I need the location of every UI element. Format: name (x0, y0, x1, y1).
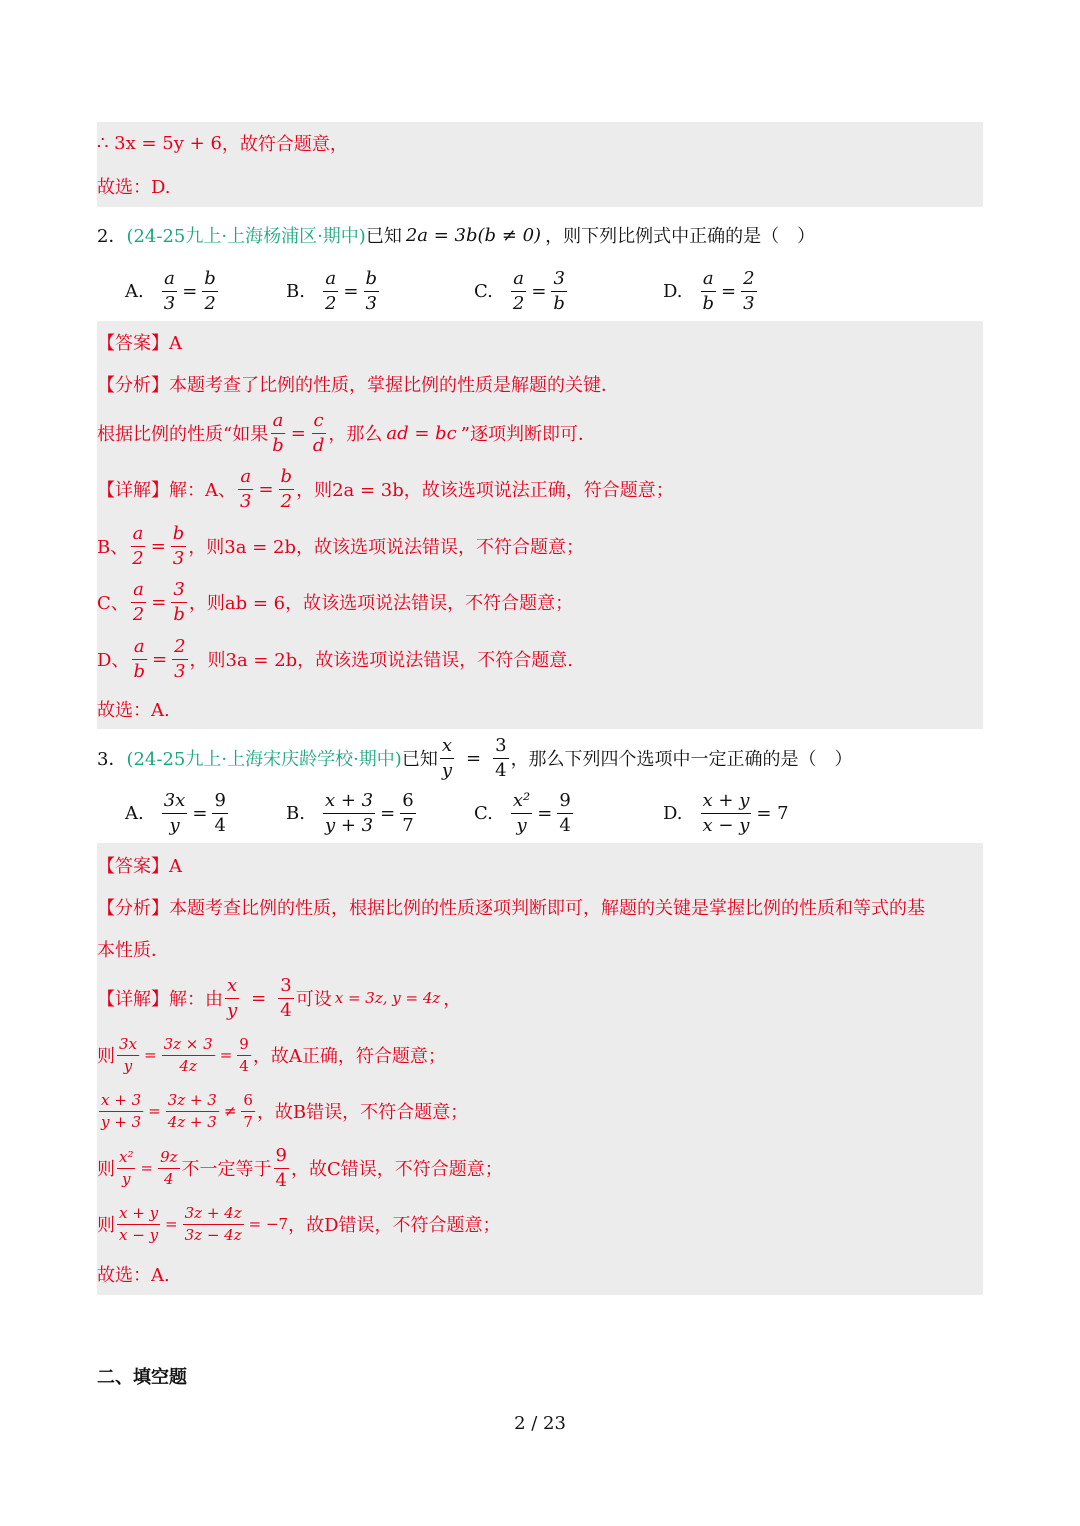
q3-answer-text: 【答案】A (97, 856, 182, 877)
q3-la-bn: 3z × 3 (162, 1037, 215, 1056)
q3-la-cd: 4 (239, 1056, 249, 1075)
q3-option-a[interactable]: A. $\frac{3x}{y}$ = $\frac{9}{4}$ (125, 790, 226, 836)
q2-detail-head: 【详解】解：A、 (97, 480, 236, 501)
q3-a-n1: 3x (162, 792, 188, 814)
q3-lb-cn: 6 (241, 1093, 255, 1112)
q2-dd-n2: 2 (172, 638, 187, 660)
q2-da-d2: 2 (280, 490, 293, 512)
top-choose-text: 故选：D. (97, 177, 171, 198)
q2-detail-d: D、 $\frac{a}{b}$ = $\frac{2}{3}$ ，则3a = 2b ，故该选项说法错误，不符合题意. (97, 635, 573, 682)
q3-option-a-label: A. (125, 803, 144, 824)
q3-lc-comment: ，故C错误，不符合题意； (290, 1159, 503, 1180)
q2-analysis-text: 【分析】本题考查了比例的性质，掌握比例的性质是解题的关键． (97, 375, 619, 396)
q3-ld-tail: = −7 (248, 1215, 289, 1233)
q2-option-a-label: A. (125, 281, 144, 302)
q3-lc-mid: 不一定等于 (181, 1159, 272, 1180)
q2-dc-n2: 3 (171, 581, 186, 603)
q2-da-comment: ，故该选项说法正确，符合题意； (403, 480, 674, 501)
q3-stem-n1: x (440, 737, 454, 759)
q3-analysis-2-text: 本性质． (97, 940, 169, 961)
q2-option-b[interactable]: B. $\frac{a}{2}$ = $\frac{b}{3}$ (286, 268, 378, 314)
q2-stem-pre: 已知 (365, 226, 402, 247)
q3-stem-d1: y (441, 759, 453, 781)
q3-line-c: 则 $\frac{\text{x²}}{y}$ = $\frac{9z}{4}$ 不一定等于 $\frac{9}{4}$ ，故C错误，不符合题意； (97, 1144, 503, 1191)
q2-rule-eq: ad = bc (386, 422, 457, 444)
q2-db-prefix: B、 (97, 537, 129, 558)
q2-d-d2: 3 (743, 293, 755, 314)
q3-lb-comment: ，故B错误，不符合题意； (256, 1102, 469, 1123)
q2-da-result: ，则2a = 3b (296, 480, 404, 501)
q3-lc-pre: 则 (97, 1159, 115, 1180)
q3-la-comment: ，故A正确，符合题意； (252, 1046, 446, 1067)
q2-dd-d1: b (133, 660, 145, 682)
q2-rule-n1: a (271, 412, 286, 434)
q2-a-d2: 2 (204, 293, 216, 314)
q3-analysis-1 (97, 895, 925, 919)
q3-option-b[interactable]: B. $\frac{x + 3}{y + 3}$ = $\frac{6}{7}$ (286, 790, 414, 836)
q3-lc-an: x² (117, 1150, 135, 1169)
q2-dc-result: ，则ab = 6 (188, 593, 286, 614)
q2-stem (97, 222, 815, 248)
q3-dh-n1: x (225, 977, 239, 999)
q2-dc-comment: ，故该选项说法错误，不符合题意； (285, 593, 574, 614)
q3-line-a: 则 $\frac{3x}{y}$ = $\frac{3z \times 3}{4z}$ = $\frac{9}{4}$ ，故A正确，符合题意； (97, 1034, 446, 1075)
q3-c-n1: x² (511, 792, 532, 814)
q2-b-d1: 2 (324, 293, 337, 314)
q3-lb-ad: y + 3 (101, 1112, 142, 1131)
q3-la-pre: 则 (97, 1046, 115, 1067)
q3-line-d: 则 $\frac{x + y}{x - y}$ = $\frac{3z + 4z}{3z - 4z}$ = −7 ，故D错误，不符合题意； (97, 1203, 501, 1244)
q2-dc-d1: 2 (132, 603, 145, 625)
q2-dd-comment: ，故该选项说法错误，不符合题意. (297, 650, 573, 671)
q3-analysis-2 (97, 937, 169, 961)
q3-a-rd: 4 (214, 815, 226, 836)
q3-analysis-1-text: 【分析】本题考查比例的性质，根据比例的性质逐项判断即可，解题的关键是掌握比例的性质和等式的基 (97, 898, 925, 919)
q2-c-n2: 3 (551, 270, 566, 292)
page-number: 2 / 23 (514, 1413, 566, 1434)
q3-la-rel: = (219, 1046, 233, 1064)
q3-stem-n2: 3 (493, 737, 508, 759)
q2-dc-d2: b (173, 603, 185, 625)
q3-lb-rel: ≠ (223, 1102, 237, 1120)
q3-c-d1: y (516, 815, 527, 836)
q2-d-n1: a (701, 270, 716, 292)
q2-b-n2: b (364, 270, 380, 292)
q2-db-d1: 2 (132, 547, 144, 569)
q3-answer (97, 853, 182, 877)
q3-b-rn: 6 (400, 792, 415, 814)
q2-source: (24-25九上·上海杨浦区·期中) (126, 226, 366, 247)
q3-dh-d1: y (227, 999, 238, 1021)
q2-b-n1: a (323, 270, 338, 292)
q3-lc-cd: 4 (275, 1169, 287, 1191)
q3-b-d1: y + 3 (324, 815, 374, 836)
q2-number: 2． (97, 226, 127, 247)
q3-line-b: $\frac{x + 3}{y + 3}$ = $\frac{3z + 3}{4z + 3}$ ≠ $\frac{6}{7}$ ，故B错误，不符合题意； (101, 1090, 469, 1131)
q2-dc-n1: a (131, 581, 146, 603)
q3-lc-ad: y (122, 1169, 131, 1188)
q2-d-d1: b (702, 293, 715, 314)
q2-c-d1: 2 (512, 293, 525, 314)
q3-la-cn: 9 (237, 1037, 251, 1056)
section-title: 二、填空题 (97, 1367, 187, 1388)
q3-stem-post: ，那么下列四个选项中一定正确的是（ ） (510, 749, 853, 770)
q3-lb-bn: 3z + 3 (166, 1093, 219, 1112)
q2-choose-text: 故选：A. (97, 700, 170, 721)
q3-lb-an: x + 3 (99, 1093, 143, 1112)
q3-option-b-label: B. (286, 803, 305, 824)
q2-db-comment: ，故该选项说法错误，不符合题意； (296, 537, 584, 558)
q3-option-c[interactable]: C. $\frac{\text{x²}}{y}$ = $\frac{9}{4}$ (474, 790, 571, 836)
q2-detail-a: 【详解】解：A、 $\frac{a}{3}$ = $\frac{b}{2}$ ，则2a = 3b ，故该选项说法正确，符合题意； (97, 465, 674, 512)
therefore-line (97, 130, 348, 156)
q2-a-n2: b (202, 270, 218, 292)
q2-da-d1: 3 (240, 490, 252, 512)
q3-dh-n2: 3 (278, 977, 293, 999)
q3-a-rn: 9 (212, 792, 227, 814)
q2-dc-prefix: C、 (97, 593, 129, 614)
top-choose (97, 174, 171, 198)
q3-option-c-label: C. (474, 803, 493, 824)
q2-rule-post: ”逐项判断即可． (460, 424, 596, 445)
q3-choose (97, 1262, 170, 1286)
q3-stem (97, 735, 853, 781)
therefore-equation: ∴ 3x = 5y + 6 (97, 132, 222, 154)
q3-ld-comment: ，故D错误，不符合题意； (288, 1215, 501, 1236)
q2-rule-n2: c (312, 412, 326, 434)
q3-choose-text: 故选：A. (97, 1265, 170, 1286)
q3-ld-ad: x − y (119, 1225, 159, 1244)
therefore-tail: ，故符合题意， (221, 134, 348, 155)
q3-stem-d2: 4 (495, 759, 507, 781)
q3-stem-eq: = (466, 747, 482, 769)
q3-d-n1: x + y (701, 792, 752, 814)
q2-db-d2: 3 (172, 547, 185, 569)
q2-option-b-label: B. (286, 281, 305, 302)
q3-detail-head (97, 975, 461, 1021)
q2-answer (97, 330, 182, 354)
q3-c-rn: 9 (557, 792, 572, 814)
q3-a-d1: y (169, 815, 180, 836)
q2-option-d-label: D. (663, 281, 683, 302)
q2-stem-post: ，则下列比例式中正确的是（ ） (545, 226, 816, 247)
q3-ld-pre: 则 (97, 1215, 115, 1236)
q3-detail-set: 可设 (295, 989, 332, 1010)
q2-dd-d2: 3 (174, 660, 186, 682)
q2-rule-d1: b (272, 434, 284, 456)
q3-la-an: 3x (117, 1037, 139, 1056)
q2-da-n1: a (238, 468, 253, 490)
q3-d-d1: x − y (702, 815, 750, 836)
q2-db-n1: a (131, 525, 146, 547)
q3-dh-eq: = (251, 987, 267, 1009)
q3-lc-cn: 9 (274, 1147, 289, 1169)
q3-detail-set-eq: x = 3z, y = 4z (334, 989, 441, 1007)
q3-ld-bn: 3z + 4z (183, 1206, 244, 1225)
q2-dd-result: ，则3a = 2b (189, 650, 298, 671)
q2-c-n1: a (511, 270, 526, 292)
q3-lc-bn: 9z (158, 1150, 179, 1169)
q2-detail-b: B、 $\frac{a}{2}$ = $\frac{b}{3}$ ，则3a = 2b ，故该选项说法错误，不符合题意； (97, 522, 584, 569)
q3-lc-bd: 4 (164, 1169, 174, 1188)
q2-db-result: ，则3a = 2b (188, 537, 296, 558)
q2-b-d2: 3 (365, 293, 377, 314)
q2-db-n2: b (171, 525, 187, 547)
q3-detail-tail: ， (443, 989, 462, 1010)
q3-lb-bd: 4z + 3 (167, 1112, 217, 1131)
q2-dd-n1: a (132, 638, 147, 660)
q3-la-ad: y (123, 1056, 133, 1075)
q2-detail-c: C、 $\frac{a}{2}$ = $\frac{3}{b}$ ，则ab = 6 ，故该选项说法错误，不符合题意； (97, 578, 574, 625)
q2-dd-prefix: D、 (97, 650, 130, 671)
q2-option-a[interactable]: A. $\frac{a}{3}$ = $\frac{b}{2}$ (125, 268, 216, 314)
q3-la-bd: 4z (179, 1056, 197, 1075)
q3-detail-head-text: 【详解】解：由 (97, 989, 223, 1010)
q3-c-rd: 4 (559, 815, 571, 836)
q3-lb-cd: 7 (243, 1112, 253, 1131)
q2-c-d2: b (553, 293, 565, 314)
q3-option-d[interactable] (663, 792, 792, 835)
q3-b-rd: 7 (402, 815, 414, 836)
q2-d-n2: 2 (741, 270, 756, 292)
q3-b-n1: x + 3 (323, 792, 375, 814)
q3-d-rhs: = 7 (756, 803, 789, 824)
q2-answer-text: 【答案】A (97, 333, 182, 354)
q3-stem-pre: 已知 (401, 749, 438, 770)
q3-number: 3． (97, 749, 127, 770)
q3-source: (24-25九上·上海宋庆龄学校·期中) (126, 749, 402, 770)
q2-a-n1: a (162, 270, 177, 292)
q2-analysis (97, 372, 619, 396)
q2-rule-d2: d (312, 434, 325, 456)
q2-rule-mid: ，那么 (328, 424, 383, 445)
q3-dh-d2: 4 (280, 999, 292, 1021)
q2-rule-pre: 根据比例的性质“如果 (97, 424, 269, 445)
q2-condition: 2a = 3b(b ≠ 0) (405, 224, 542, 246)
q2-option-d[interactable]: D. $\frac{a}{b}$ = $\frac{2}{3}$ (663, 268, 755, 314)
q3-option-d-label: D. (663, 803, 683, 824)
q3-ld-an: x + y (117, 1206, 160, 1225)
q2-da-n2: b (279, 468, 295, 490)
q3-ld-bd: 3z − 4z (184, 1225, 242, 1244)
q2-a-d1: 3 (163, 293, 176, 314)
q2-option-c[interactable]: C. $\frac{a}{2}$ = $\frac{3}{b}$ (474, 268, 565, 314)
q2-rule: 根据比例的性质“如果 $\frac{a}{b}$ = $\frac{c}{d}$ ，那么 ad = bc ”逐项判断即可． (97, 409, 596, 456)
q2-choose (97, 697, 170, 721)
q2-option-c-label: C. (474, 281, 493, 302)
